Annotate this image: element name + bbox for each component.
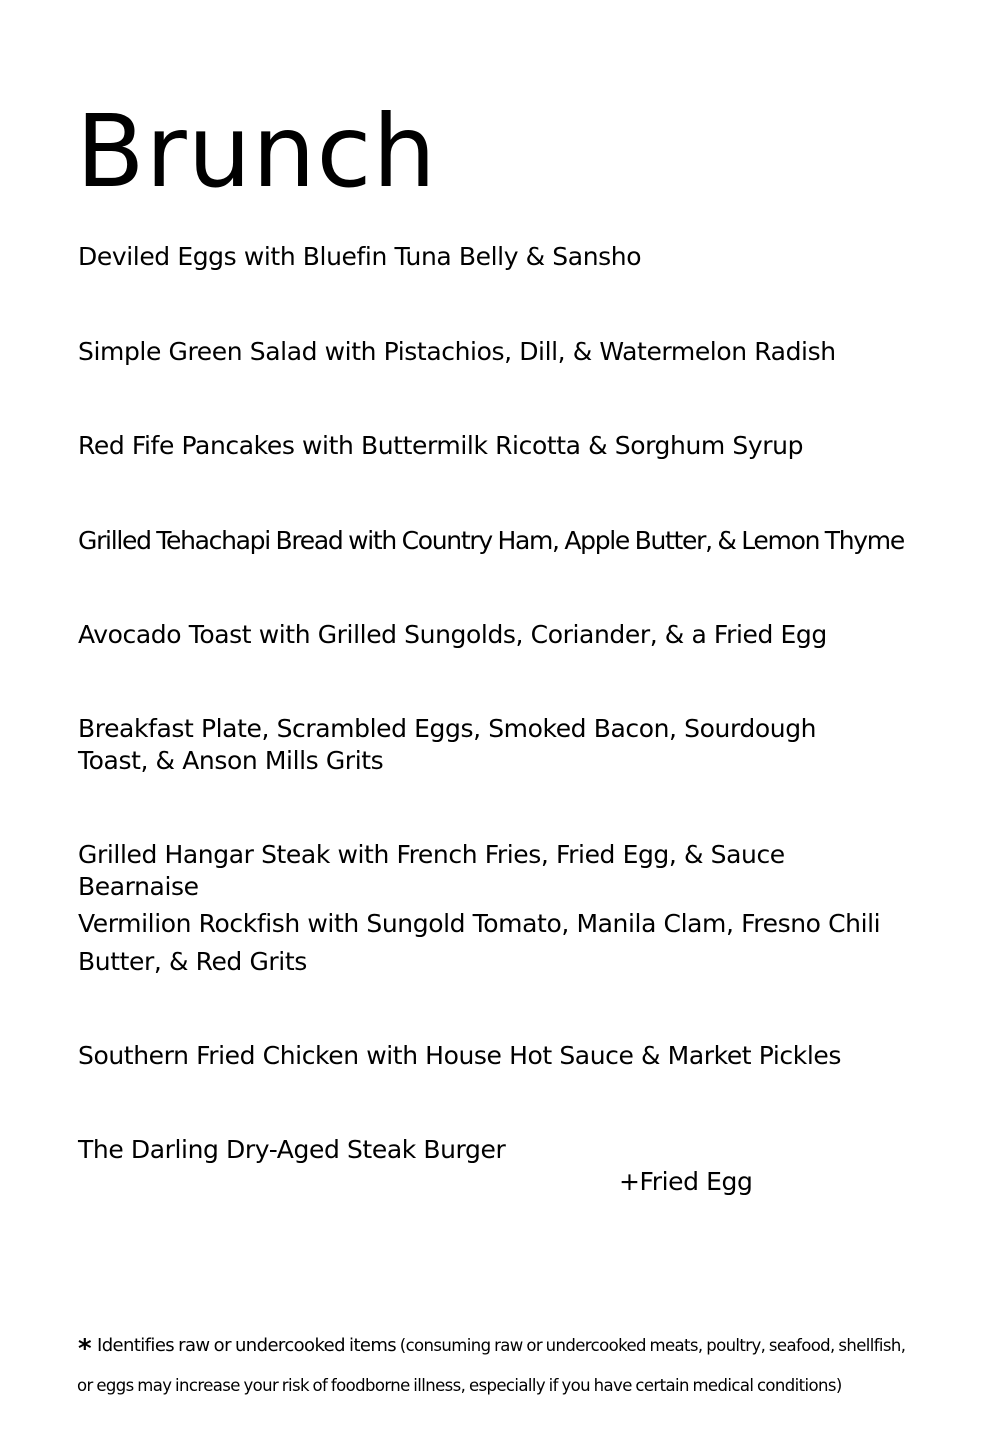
footnote-line-2: or eggs may increase your risk of foodborne illness, especially if you have certain medical conditions) xyxy=(77,1376,842,1395)
footnote-line-1 xyxy=(78,1328,918,1367)
menu-item-steak-burger: The Darling Dry-Aged Steak Burger xyxy=(78,1135,506,1164)
menu-item-breakfast-plate: Breakfast Plate, Scrambled Eggs, Smoked Bacon, Sourdough Toast, & Anson Mills Grits xyxy=(78,714,817,775)
menu-item-avocado-toast: Avocado Toast with Grilled Sungolds, Coriander, & a Fried Egg xyxy=(78,620,827,649)
menu-item-fried-chicken: Southern Fried Chicken with House Hot Sauce & Market Pickles xyxy=(78,1041,841,1070)
menu-item-rockfish: Vermilion Rockfish with Sungold Tomato, Manila Clam, Fresno Chili Butter, & Red Grits xyxy=(78,909,881,976)
burger-addon-fried-egg: +Fried Egg xyxy=(619,1167,753,1196)
menu-item-deviled-eggs: Deviled Eggs with Bluefin Tuna Belly & Sansho xyxy=(78,242,642,271)
asterisk-symbol: * xyxy=(78,1334,91,1364)
menu-item-tehachapi-bread: Grilled Tehachapi Bread with Country Ham, Apple Butter, & Lemon Thyme xyxy=(78,526,904,555)
menu-item-hangar-steak: Grilled Hangar Steak with French Fries, Fried Egg, & Sauce Bearnaise xyxy=(78,840,785,901)
menu-item-green-salad: Simple Green Salad with Pistachios, Dill, & Watermelon Radish xyxy=(78,337,836,366)
footnote-detail: (consuming raw or undercooked meats, poultry, seafood, shellfish, xyxy=(399,1336,906,1355)
footnote-lead: Identifies raw or undercooked items xyxy=(97,1335,397,1356)
menu-title: Brunch xyxy=(76,93,437,210)
menu-item-pancakes: Red Fife Pancakes with Buttermilk Ricotta & Sorghum Syrup xyxy=(78,431,804,460)
